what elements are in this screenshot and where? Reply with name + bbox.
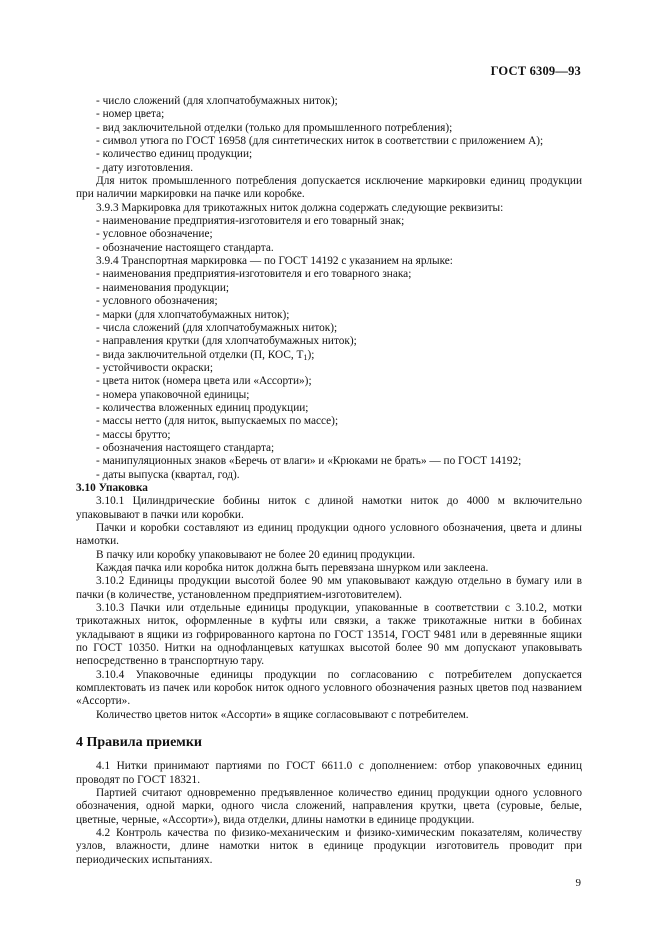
paragraph-3-10-2: 3.10.2 Единицы продукции высотой более 90 мм упаковывают каждую отдельно в бумагу или в пачки (в количестве, установленном предприятием-изготовителем). <box>76 575 582 601</box>
finishing-text: - вида заключительной отделки (П, КОС, Т <box>96 348 304 361</box>
paragraph-industrial: Для ниток промышленного потребления допускается исключение маркировки единиц продукции при наличии маркировки на пачке или коробке. <box>76 175 582 201</box>
paragraph-max-20: В пачку или коробку упаковывают не более 20 единиц продукции. <box>96 548 416 561</box>
list-item: - дату изготовления. <box>96 161 194 174</box>
list-item: - номер цвета; <box>96 108 165 121</box>
paragraph-4-2: 4.2 Контроль качества по физико-механическим и физико-химическим показателям, количеству узлов, влажности, длине намотки ниток в единице продукции изготовитель проводит при периодических испытаниях. <box>76 826 582 866</box>
paragraph-packs: Пачки и коробки составляют из единиц продукции одного условного обозначения, цвета и длины намотки. <box>76 522 582 548</box>
list-item: - количества вложенных единиц продукции; <box>96 401 309 414</box>
list-item: - массы брутто; <box>96 428 171 441</box>
list-item: - числа сложений (для хлопчатобумажных ниток); <box>96 321 338 334</box>
list-item: - массы нетто (для ниток, выпускаемых по массе); <box>96 415 339 428</box>
list-item: - цвета ниток (номера цвета или «Ассорти»); <box>96 375 312 388</box>
heading-section-4: 4 Правила приемки <box>76 735 202 751</box>
list-knitting-marking <box>76 215 582 255</box>
paragraph-colors: Количество цветов ниток «Ассорти» в ящике согласовывают с потребителем. <box>96 708 469 721</box>
document-body <box>76 95 582 867</box>
list-item: - манипуляционных знаков «Беречь от влаги» и «Крюками не брать» — по ГОСТ 14192; <box>96 455 522 468</box>
paragraph-batch: Партией считают одновременно предъявленное количество единиц продукции одного условного обозначения, одной марки, одного числа сложений, направления крутки, цвета (суровые, белые, цветные, черные, «Ассорти»), вида отделки, длины намотки в единице продукции. <box>76 786 582 826</box>
list-item-finishing <box>76 349 582 362</box>
list-item: - наименования предприятия-изготовителя и его товарного знака; <box>96 268 412 281</box>
paragraph-3-10-3: 3.10.3 Пачки или отдельные единицы продукции, упакованные в соответствии с 3.10.2, мотки трикотажных ниток, оформленные в куфты или связки, а также трикотажные нитки в бобинах укладывают в ящики из гофрированного картона по ГОСТ 13514, ГОСТ 9481 или в деревянные ящики по ГОСТ 10350. Нитки на однофланцевых катушках высотой более 90 мм допускают упаковывать непосредственно в транспортную тару. <box>76 602 582 668</box>
finishing-tail: ); <box>307 348 315 361</box>
paragraph-4-1: 4.1 Нитки принимают партиями по ГОСТ 6611.0 с дополнением: отбор упаковочных единиц проводят по ГОСТ 18321. <box>76 760 582 786</box>
list-item: - номера упаковочной единицы; <box>96 388 250 401</box>
paragraph-3-9-4: 3.9.4 Транспортная маркировка — по ГОСТ 14192 с указанием на ярлыке: <box>96 255 453 268</box>
list-item: - условного обозначения; <box>96 295 218 308</box>
list-item: - условное обозначение; <box>96 228 213 241</box>
paragraph-3-10-4: 3.10.4 Упаковочные единицы продукции по согласованию с потребителем допускается комплектовать из пачек или коробок ниток одного условного обозначения разных цветов под названием «Ассорти». <box>76 668 582 708</box>
list-item: - марки (для хлопчатобумажных ниток); <box>96 308 290 321</box>
page-header-standard: ГОСТ 6309—93 <box>490 64 581 78</box>
finishing-subscript: 1 <box>303 352 308 362</box>
list-marking-items <box>76 95 582 175</box>
list-transport-marking <box>76 268 582 482</box>
list-item: - число сложений (для хлопчатобумажных ниток); <box>96 95 338 107</box>
heading-3-10-packaging: 3.10 Упаковка <box>76 481 148 494</box>
paragraph-3-9-3: 3.9.3 Маркировка для трикотажных ниток должна содержать следующие реквизиты: <box>96 201 504 214</box>
list-item: - количество единиц продукции; <box>96 148 253 161</box>
list-item: - наименование предприятия-изготовителя и его товарный знак; <box>96 215 405 228</box>
paragraph-tied: Каждая пачка или коробка ниток должна быть перевязана шнурком или заклеена. <box>96 562 489 575</box>
list-item: - устойчивости окраски; <box>96 361 213 374</box>
list-item: - вид заключительной отделки (только для промышленного потребления); <box>96 121 453 134</box>
list-item: - наименования продукции; <box>96 281 230 294</box>
list-item: - обозначения настоящего стандарта; <box>96 441 275 454</box>
paragraph-3-10-1: 3.10.1 Цилиндрические бобины ниток с длиной намотки ниток до 4000 м включительно упаковывают в пачки или коробки. <box>76 495 582 521</box>
list-item: - символ утюга по ГОСТ 16958 (для синтетических ниток в соответствии с приложением А); <box>96 135 544 148</box>
list-item: - даты выпуска (квартал, год). <box>96 468 240 481</box>
list-item: - направления крутки (для хлопчатобумажных ниток); <box>96 335 357 348</box>
list-item: - обозначение настоящего стандарта. <box>96 241 274 254</box>
page-number: 9 <box>575 877 581 889</box>
